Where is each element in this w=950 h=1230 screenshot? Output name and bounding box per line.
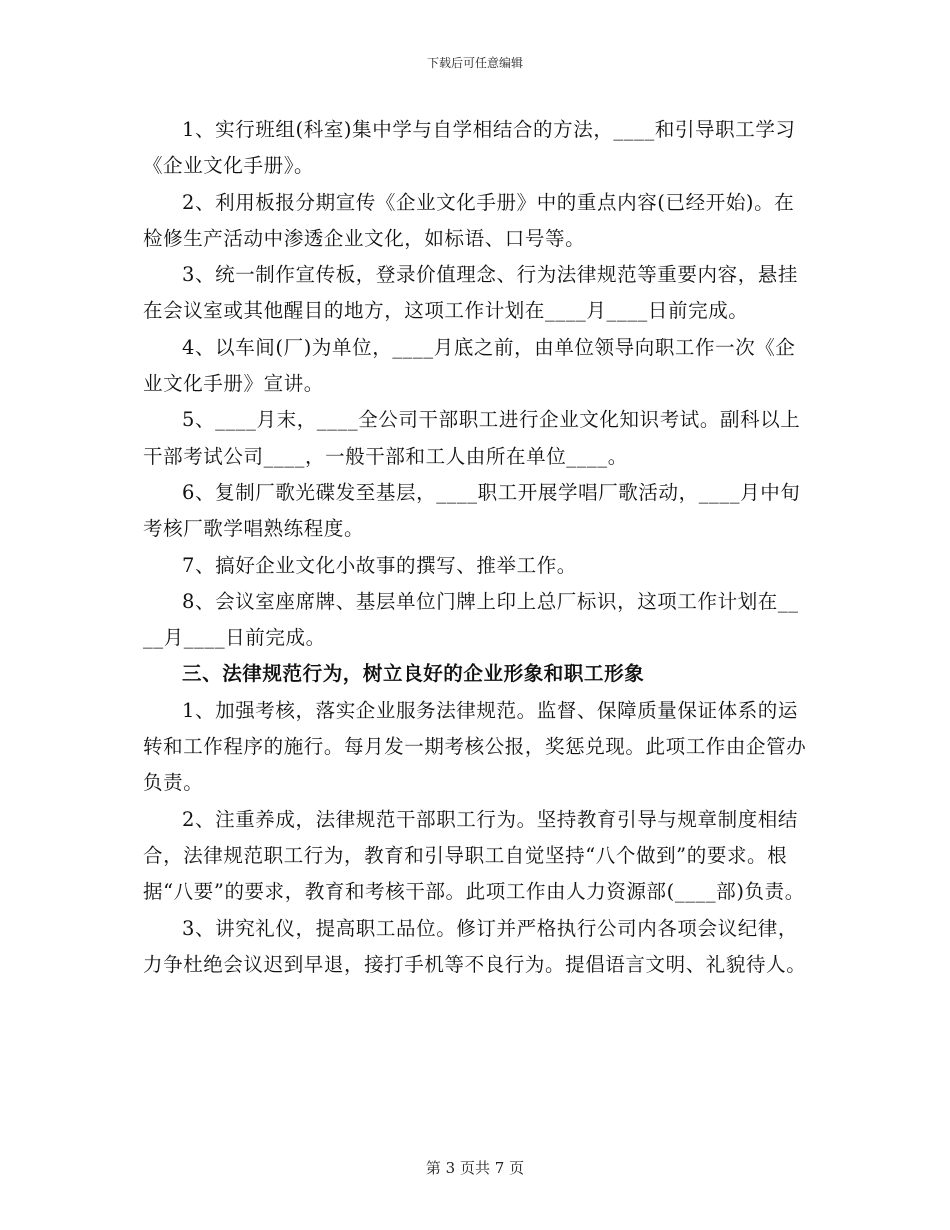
document-body (143, 112, 808, 983)
paragraph-6: 6、复制厂歌光碟发至基层，____职工开展学唱厂歌活动，____月中旬考核厂歌学唱熟练程度。 (143, 480, 801, 541)
paragraph-7: 7、搞好企业文化小故事的撰写、推举工作。 (182, 553, 577, 577)
paragraph-1: 1、实行班组(科室)集中学与自学相结合的方法，____和引导职工学习《企业文化手册》。 (143, 118, 796, 178)
paragraph-4: 4、以车间(厂)为单位，____月底之前，由单位领导向职工作一次《企业文化手册》宣讲。 (143, 335, 796, 396)
section-paragraph-2: 2、注重养成，法律规范干部职工行为。坚持教育引导与规章制度相结合，法律规范职工行为，教育和引导职工自觉坚持“八个做到”的要求。根据“八要”的要求，教育和考核干部。此项工作由人力资源部(____部)负责。 (143, 807, 805, 904)
section-heading: 三、法律规范行为，树立良好的企业形象和职工形象 (182, 662, 645, 686)
page-header: 下载后可任意编辑 (426, 56, 523, 70)
paragraph-2: 2、利用板报分期宣传《企业文化手册》中的重点内容(已经开始)。在检修生产活动中渗透企业文化，如标语、口号等。 (143, 190, 795, 250)
page-footer: 第 3 页共 7 页 (425, 1159, 525, 1177)
paragraph-5: 5、____月末，____全公司干部职工进行企业文化知识考试。副科以上干部考试公司____，一般干部和工人由所在单位____。 (143, 408, 801, 468)
section-paragraph-1: 1、加强考核，落实企业服务法律规范。监督、保障质量保证体系的运转和工作程序的施行。每月发一期考核公报，奖惩兑现。此项工作由企管办负责。 (143, 698, 807, 795)
paragraph-3: 3、统一制作宣传板，登录价值理念、行为法律规范等重要内容，悬挂在会议室或其他醒目的地方，这项工作计划在____月____日前完成。 (143, 263, 799, 323)
paragraph-8: 8、会议室座席牌、基层单位门牌上印上总厂标识，这项工作计划在____月____日前完成。 (143, 589, 799, 650)
section-paragraph-3: 3、讲究礼仪，提高职工品位。修订并严格执行公司内各项会议纪律，力争杜绝会议迟到早退，接打手机等不良行为。提倡语言文明、礼貌待人。 (143, 916, 807, 976)
